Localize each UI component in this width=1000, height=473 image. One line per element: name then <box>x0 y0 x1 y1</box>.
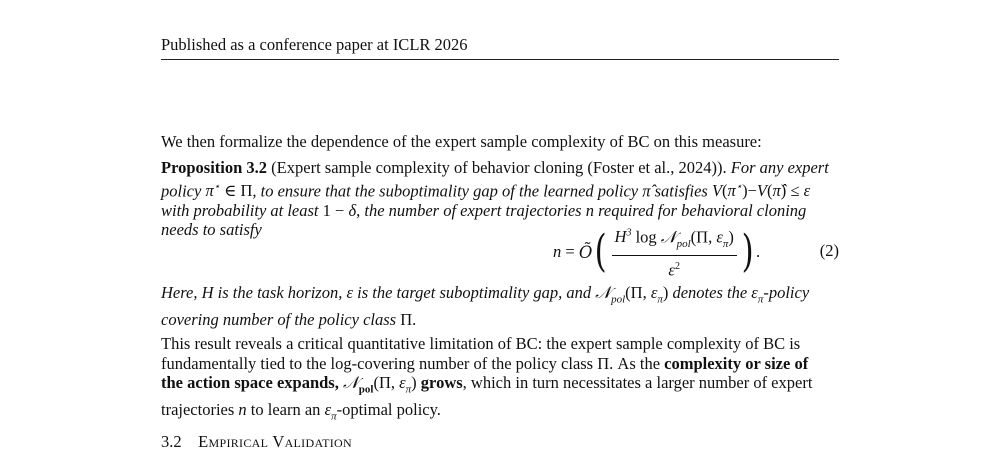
math-expr: n <box>585 200 594 220</box>
result-paragraph: This result reveals a critical quantitative limitation of BC: the expert sample complexity of BC is fundamentally tied to the log-covering number of the policy class Π. As the complexity or size of the action space expands, 𝒩$_{pol}$(Π, $\varepsilon_\pi$) grows, which in turn necessitates a larger number of expert trajectories n to learn an $\varepsilon_\pi$-optimal policy. <box>161 334 839 427</box>
result-text: -covering number of the policy class <box>351 353 594 373</box>
proposition-line-3 <box>161 201 839 221</box>
here-text: is the target suboptimality gap, and <box>357 283 592 302</box>
math-expr: 1 − δ <box>322 200 357 220</box>
equation-number: (2) <box>819 241 839 260</box>
proposition-text: policy <box>161 181 202 200</box>
result-text: , which in turn necessitates a larger number of expert <box>462 373 813 392</box>
proposition-label: Proposition 3.2 <box>161 158 268 177</box>
here-text: covering number of the policy class <box>161 309 397 329</box>
result-text: -optimal policy. <box>336 399 441 419</box>
math-expr: V(π⋆)−V(π̂) ≤ ε <box>711 181 811 200</box>
section-number: 3.2 <box>161 432 182 451</box>
math-expr: π⋆ ∈ Π <box>205 181 253 200</box>
result-bold: the action space expands, <box>161 373 339 392</box>
proposition-line-2 <box>161 178 839 201</box>
proposition-line-1 <box>161 158 839 178</box>
result-text: This result reveals a critical quantitative limitation of BC: the expert sample complexity of BC is <box>161 334 801 353</box>
page-header: Published as a conference paper at ICLR 2026 <box>161 35 839 60</box>
proposition-title: (Expert sample complexity of behavior cloning (Foster et al., 2024)). <box>271 158 727 177</box>
result-text: trajectories <box>161 399 235 419</box>
here-paragraph: Here, H is the task horizon, ε is the target suboptimality gap, and 𝒩$_{pol}$(Π, $\varepsilon_\pi$) denotes the $\varepsilon_\pi$-policy covering number of the policy class Π. <box>161 283 810 329</box>
result-text: . As the <box>609 353 661 373</box>
section-title: Empirical Validation <box>198 432 352 451</box>
here-text: -policy <box>763 283 810 302</box>
proposition-text: , to ensure that the suboptimality gap of the learned policy <box>252 181 639 200</box>
proposition-text: with probability at least <box>161 200 319 220</box>
proposition-text: , the number of expert trajectories <box>356 200 582 220</box>
equation-2 <box>161 226 839 280</box>
here-text: denotes the <box>672 283 748 302</box>
proposition-text: For any expert <box>730 158 829 177</box>
math-expr: π̂ <box>642 181 651 200</box>
result-bold: complexity or size of <box>664 353 809 373</box>
here-text: Here, <box>161 283 198 302</box>
intro-paragraph: We then formalize the dependence of the expert sample complexity of BC on this measure: <box>161 132 762 151</box>
section-heading <box>161 432 352 452</box>
result-text: log <box>330 353 352 373</box>
equation-body: n = Õ ( $\frac{H^3 \log 𝒩_{pol}(\Pi, \varepsilon_\pi)}{\varepsilon^2}$ ) . <box>553 230 760 274</box>
result-bold: grows <box>420 373 463 392</box>
result-text: to learn an <box>250 399 321 419</box>
proposition-text: needs to satisfy <box>161 220 262 239</box>
result-text: fundamentally tied to the <box>161 353 327 373</box>
here-text: is the task horizon, <box>217 283 343 302</box>
proposition-text: satisfies <box>654 181 708 200</box>
proposition-text: required for behavioral cloning <box>598 200 807 220</box>
